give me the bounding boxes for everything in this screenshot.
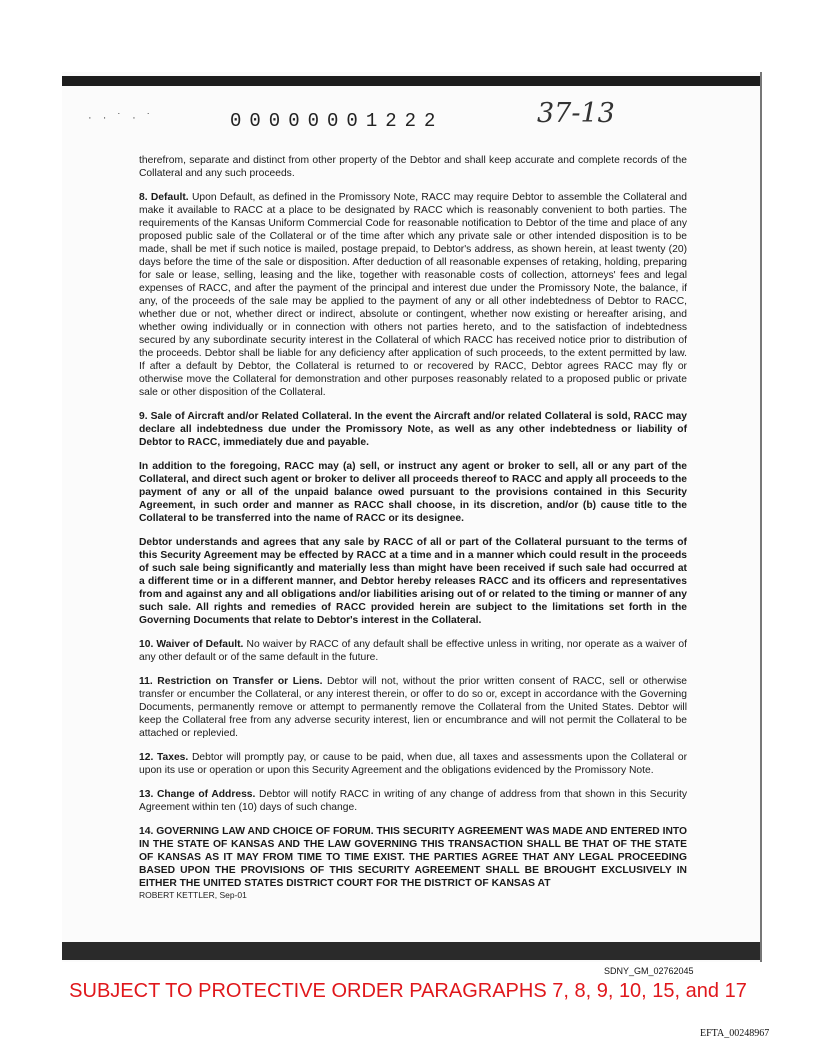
efta-number: EFTA_00248967 xyxy=(700,1028,770,1039)
section-9-paragraph-2: In addition to the foregoing, RACC may (a) sell, or instruct any agent or broker to sell, all or any part of the Collateral, and direct such agent or broker to deliver all proceeds thereof to RACC and apply all proceeds to the payment of any or all of the unpaid balance owed pursuant to the provisions contained in this Security Agreement, in such order and manner as RACC shall choose, in its discretion, and/or (b) cause title to the Collateral to be transferred into the name of RACC or its designee. xyxy=(139,461,687,524)
section-9: 9. Sale of Aircraft and/or Related Collateral. In the event the Aircraft and/or related Collateral is sold, RACC may declare all indebtedness due under the Promissory Note, as well as any other indebtedness or liability of Debtor to RACC, immediately due and payable. xyxy=(139,411,687,448)
scan-top-bar xyxy=(62,76,760,86)
scan-specks: · · ˙ · ˙ xyxy=(88,112,155,124)
section-12-text: Debtor will promptly pay, or cause to be paid, when due, all taxes and assessments upon the Collateral or upon its use or operation or upon this Security Agreement and the obligations evidenced by the Promissory Note. xyxy=(139,752,687,776)
section-8 xyxy=(139,191,687,399)
section-13 xyxy=(139,788,687,814)
scan-bottom-bar xyxy=(62,942,760,960)
bates-number: SDNY_GM_02762045 xyxy=(604,966,694,976)
protective-order-notice: SUBJECT TO PROTECTIVE ORDER PARAGRAPHS 7, 8, 9, 10, 15, and 17 xyxy=(69,980,747,1002)
section-8-title: 8. Default. xyxy=(139,192,189,203)
section-14: 14. GOVERNING LAW AND CHOICE OF FORUM. THIS SECURITY AGREEMENT WAS MADE AND ENTERED INTO IN THE STATE OF KANSAS AND THE LAW GOVERNING THIS TRANSACTION SHALL BE THAT OF THE STATE OF KANSAS AS IT MAY FROM TIME TO TIME EXIST. THE PARTIES AGREE THAT ANY LEGAL PROCEEDING BASED UPON THE PROVISIONS OF THIS SECURITY AGREEMENT SHALL BE BROUGHT EXCLUSIVELY IN EITHER THE UNITED STATES DISTRICT COURT FOR THE DISTRICT OF KANSAS AT xyxy=(139,826,687,889)
document-body xyxy=(139,154,687,901)
section-10-text: No waiver by RACC of any default shall be effective unless in writing, nor operate as a waiver of any other default or of the same default in the future. xyxy=(139,639,687,663)
section-8-text: Upon Default, as defined in the Promissory Note, RACC may require Debtor to assemble the Collateral and make it available to RACC at a place to be designated by RACC which is reasonably convenient to both parties. The requirements of the Kansas Uniform Commercial Code for reasonable notification to Debtor of the time and place of any proposed public sale of the Collateral or of the time after which any private sale or other intended disposition is to be made, shall be met if such notice is mailed, postage prepaid, to Debtor's address, as shown herein, at least twenty (20) days before the time of the sale or disposition. After deduction of all reasonable expenses of retaking, holding, preparing for sale or lease, selling, leasing and the like, together with reasonable costs of collection, attorneys' fees and legal expenses of RACC, and after the payment of the principal and interest due under the Promissory Note, the balance, if any, of the proceeds of the sale may be applied to the payment of any or all other indebtedness of Debtor to RACC, whether due or not, whether direct or indirect, absolute or contingent, whether now existing or hereafter arising, and whether owing individually or in connection with others not parties hereto, and to the satisfaction of indebtedness secured by any subordinate security interest in the Collateral of which RACC has received notice prior to distribution of the proceeds. Debtor shall be liable for any deficiency after application of such proceeds, to the extent permitted by law. If after a default by Debtor, the Collateral is returned to or recovered by RACC, Debtor agrees RACC may fly or otherwise move the Collateral for demonstration and other purposes reasonably related to a proposed public or private sale or other disposition of the Collateral. xyxy=(139,192,687,398)
section-11-title: 11. Restriction on Transfer or Liens. xyxy=(139,676,323,687)
section-12 xyxy=(139,751,687,777)
intro-paragraph: therefrom, separate and distinct from other property of the Debtor and shall keep accurate and complete records of the Collateral and any such proceeds. xyxy=(139,155,687,179)
section-13-text: Debtor will notify RACC in writing of any change of address from that shown in this Security Agreement within ten (10) days of such change. xyxy=(139,789,687,813)
section-10-title: 10. Waiver of Default. xyxy=(139,639,244,650)
section-11-text: Debtor will not, without the prior written consent of RACC, sell or otherwise transfer or encumber the Collateral, or any interest therein, or offer to do so or, except in accordance with the Governing Documents, permanently remove or attempt to permanently remove the Collateral from the United States. Debtor will keep the Collateral free from any adverse security interest, lien or encumbrance and will not permit the Collateral to be attached or replevied. xyxy=(139,676,687,739)
section-9-paragraph-3: Debtor understands and agrees that any sale by RACC of all or part of the Collateral pursuant to the terms of this Security Agreement may be effected by RACC at a time and in a manner which could result in the proceeds of such sale being significantly and materially less than might have been received if such sale had occurred at a different time or in a different manner, and Debtor hereby releases RACC and its officers and representatives from and against any and all obligations and/or liabilities arising out of or related to the timing or manner of any such sale. All rights and remedies of RACC provided herein are subject to the limitations set forth in the Governing Documents that relate to Debtor's interest in the Collateral. xyxy=(139,537,687,626)
section-10 xyxy=(139,638,687,664)
section-11 xyxy=(139,675,687,740)
section-13-title: 13. Change of Address. xyxy=(139,789,256,800)
footer-signer: ROBERT KETTLER, Sep-01 xyxy=(139,890,247,900)
handwritten-number: 37-13 xyxy=(537,98,615,129)
section-12-title: 12. Taxes. xyxy=(139,752,189,763)
document-number: 00000001222 xyxy=(230,110,444,132)
